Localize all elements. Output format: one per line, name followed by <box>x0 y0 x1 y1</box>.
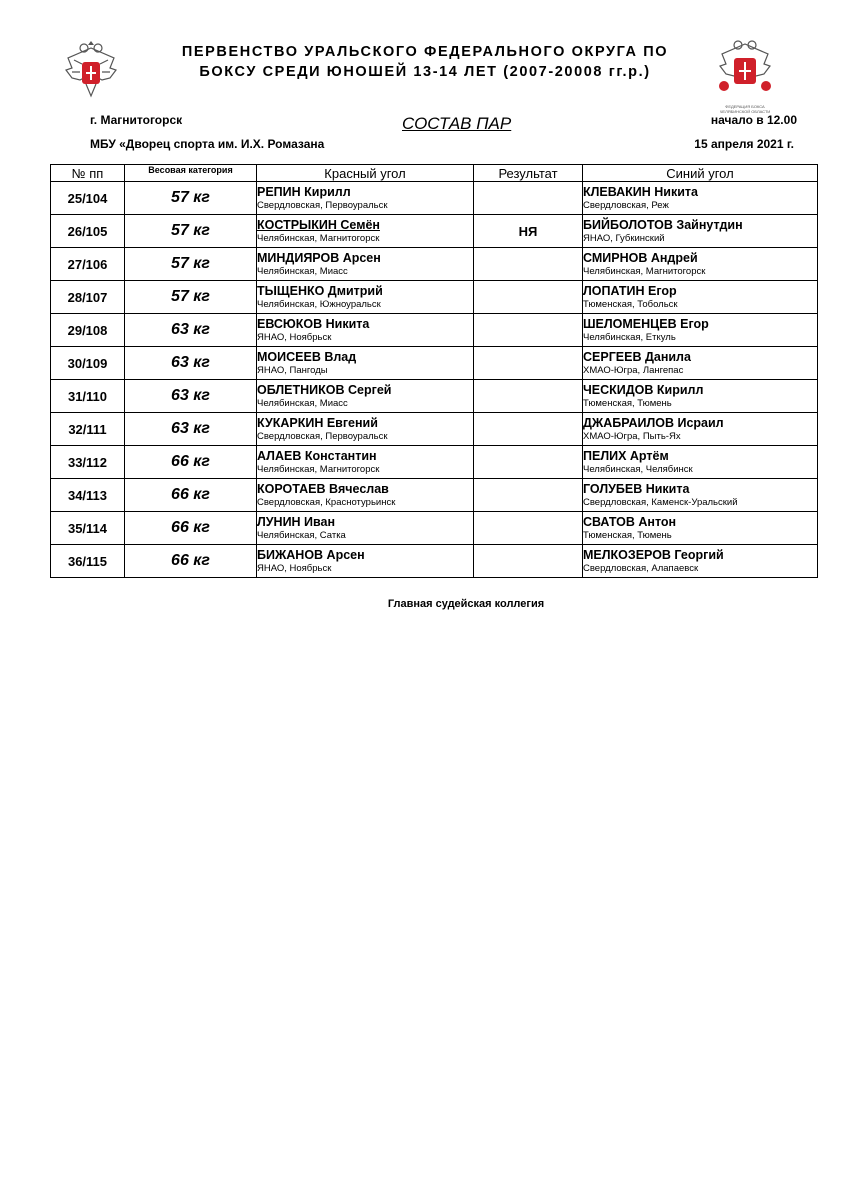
weight-category: 57 кг <box>125 215 257 248</box>
red-boxer-name: МИНДИЯРОВ Арсен <box>257 251 381 265</box>
bout-result <box>474 380 583 413</box>
table-row <box>51 413 818 446</box>
weight-category: 57 кг <box>125 182 257 215</box>
table-header-row <box>51 165 818 182</box>
red-boxer-region: Челябинская, Миасс <box>257 266 348 277</box>
red-boxer-region: Свердловская, Краснотурьинск <box>257 497 396 508</box>
red-corner-cell <box>257 512 474 545</box>
pair-number: 25/104 <box>51 182 125 215</box>
pair-number: 29/108 <box>51 314 125 347</box>
red-boxer-name: ОБЛЕТНИКОВ Сергей <box>257 383 392 397</box>
blue-corner-cell <box>583 215 818 248</box>
red-boxer-region: ЯНАО, Пангоды <box>257 365 328 376</box>
weight-category: 57 кг <box>125 281 257 314</box>
bout-result <box>474 545 583 578</box>
weight-category: 66 кг <box>125 512 257 545</box>
table-row <box>51 479 818 512</box>
logo-caption: ФЕДЕРАЦИЯ БОКСА ЧЕЛЯБИНСКОЙ ОБЛАСТИ <box>719 104 771 114</box>
bout-result <box>474 281 583 314</box>
weight-category: 66 кг <box>125 545 257 578</box>
table-row <box>51 248 818 281</box>
blue-boxer-region: Челябинская, Магнитогорск <box>583 266 706 277</box>
blue-boxer-region: ХМАО-Югра, Пыть-Ях <box>583 431 681 442</box>
red-boxer-name: ЛУНИН Иван <box>257 515 336 529</box>
blue-corner-cell <box>583 413 818 446</box>
blue-boxer-region: Свердловская, Каменск-Уральский <box>583 497 738 508</box>
blue-corner-cell <box>583 446 818 479</box>
blue-boxer-name: МЕЛКОЗЕРОВ Георгий <box>583 548 724 562</box>
bout-result <box>474 413 583 446</box>
pair-number: 28/107 <box>51 281 125 314</box>
red-corner-cell <box>257 314 474 347</box>
table-row <box>51 281 818 314</box>
blue-corner-cell <box>583 347 818 380</box>
bout-result: НЯ <box>474 215 583 248</box>
blue-corner-cell <box>583 380 818 413</box>
red-corner-cell <box>257 479 474 512</box>
red-corner-cell <box>257 281 474 314</box>
pair-number: 35/114 <box>51 512 125 545</box>
bout-result <box>474 347 583 380</box>
blue-corner-cell <box>583 314 818 347</box>
blue-boxer-name: СВАТОВ Антон <box>583 515 677 529</box>
bout-result <box>474 182 583 215</box>
document-title <box>130 42 720 82</box>
red-corner-cell <box>257 347 474 380</box>
red-boxer-region: Челябинская, Миасс <box>257 398 348 409</box>
red-boxer-name: КОРОТАЕВ Вячеслав <box>257 482 389 496</box>
red-boxer-name: МОИСЕЕВ Влад <box>257 350 357 364</box>
col-header-weight: Весовая категория <box>125 165 257 182</box>
weight-category: 63 кг <box>125 314 257 347</box>
col-header-blue: Синий угол <box>583 165 818 182</box>
red-boxer-region: Свердловская, Первоуральск <box>257 431 388 442</box>
table-body <box>51 182 818 578</box>
red-boxer-name: БИЖАНОВ Арсен <box>257 548 365 562</box>
title-line-1: ПЕРВЕНСТВО УРАЛЬСКОГО ФЕДЕРАЛЬНОГО ОКРУГА ПО <box>181 44 669 60</box>
pairs-table <box>50 164 818 578</box>
blue-boxer-name: КЛЕВАКИН Никита <box>583 185 699 199</box>
blue-boxer-name: СМИРНОВ Андрей <box>583 251 698 265</box>
blue-boxer-region: Свердловская, Реж <box>583 200 669 211</box>
venue: МБУ «Дворец спорта им. И.Х. Ромазана <box>90 137 325 151</box>
blue-boxer-region: Свердловская, Алапаевск <box>583 563 699 574</box>
weight-category: 66 кг <box>125 479 257 512</box>
table-row <box>51 314 818 347</box>
table-row <box>51 512 818 545</box>
bout-result <box>474 446 583 479</box>
red-boxer-region: Свердловская, Первоуральск <box>257 200 388 211</box>
red-corner-cell <box>257 446 474 479</box>
pair-number: 31/110 <box>51 380 125 413</box>
red-corner-cell <box>257 182 474 215</box>
blue-boxer-region: Тюменская, Тюмень <box>583 398 672 409</box>
blue-corner-cell <box>583 182 818 215</box>
red-boxer-region: ЯНАО, Ноябрьск <box>257 332 332 343</box>
weight-category: 63 кг <box>125 347 257 380</box>
red-boxer-name: ЕВСЮКОВ Никита <box>257 317 370 331</box>
blue-corner-cell <box>583 281 818 314</box>
pair-number: 36/115 <box>51 545 125 578</box>
weight-category: 66 кг <box>125 446 257 479</box>
blue-boxer-region: Тюменская, Тюмень <box>583 530 672 541</box>
blue-corner-cell <box>583 248 818 281</box>
table-row <box>51 182 818 215</box>
bout-result <box>474 479 583 512</box>
red-corner-cell <box>257 215 474 248</box>
col-header-num: № пп <box>51 165 125 182</box>
blue-boxer-name: ЧЕСКИДОВ Кирилл <box>583 383 704 397</box>
red-boxer-region: Челябинская, Сатка <box>257 530 346 541</box>
city: г. Магнитогорск <box>90 113 183 127</box>
table-row <box>51 446 818 479</box>
pair-number: 33/112 <box>51 446 125 479</box>
red-boxer-region: Челябинская, Южноуральск <box>257 299 381 310</box>
pair-number: 27/106 <box>51 248 125 281</box>
start-time: начало в 12.00 <box>710 113 797 127</box>
weight-category: 63 кг <box>125 413 257 446</box>
blue-boxer-name: ПЕЛИХ Артём <box>583 449 669 463</box>
pair-number: 30/109 <box>51 347 125 380</box>
blue-boxer-region: Тюменская, Тобольск <box>583 299 678 310</box>
red-boxer-name: ТЫЩЕНКО Дмитрий <box>257 284 383 298</box>
blue-boxer-name: ГОЛУБЕВ Никита <box>583 482 690 496</box>
blue-boxer-name: ДЖАБРАИЛОВ Исраил <box>583 416 724 430</box>
eagle-emblem-icon <box>60 38 122 104</box>
bout-result <box>474 314 583 347</box>
pair-number: 26/105 <box>51 215 125 248</box>
col-header-result: Результат <box>474 165 583 182</box>
red-boxer-name: АЛАЕВ Константин <box>257 449 377 463</box>
table-row <box>51 347 818 380</box>
red-boxer-name: КУКАРКИН Евгений <box>257 416 378 430</box>
event-date: 15 апреля 2021 г. <box>694 137 794 151</box>
weight-category: 57 кг <box>125 248 257 281</box>
blue-boxer-name: СЕРГЕЕВ Данила <box>583 350 691 364</box>
blue-corner-cell <box>583 512 818 545</box>
footer-signature: Главная судейская коллегия <box>387 598 545 610</box>
blue-boxer-name: ЛОПАТИН Егор <box>583 284 677 298</box>
red-boxer-name: РЕПИН Кирилл <box>257 185 351 199</box>
blue-boxer-region: ХМАО-Югра, Лангепас <box>583 365 684 376</box>
blue-boxer-name: БИЙБОЛОТОВ Зайнутдин <box>583 218 743 232</box>
bout-result <box>474 248 583 281</box>
red-corner-cell <box>257 380 474 413</box>
table-row <box>51 545 818 578</box>
table-row <box>51 380 818 413</box>
pair-number: 32/111 <box>51 413 125 446</box>
title-line-2: БОКСУ СРЕДИ ЮНОШЕЙ 13-14 ЛЕТ (2007-20008 гг.р.) <box>199 64 651 80</box>
weight-category: 63 кг <box>125 380 257 413</box>
table-row <box>51 215 818 248</box>
red-corner-cell <box>257 545 474 578</box>
blue-corner-cell <box>583 545 818 578</box>
red-boxer-region: Челябинская, Магнитогорск <box>257 233 380 244</box>
red-boxer-region: Челябинская, Магнитогорск <box>257 464 380 475</box>
blue-boxer-region: Челябинская, Еткуль <box>583 332 676 343</box>
pair-number: 34/113 <box>51 479 125 512</box>
red-boxer-name: КОСТРЫКИН Семён <box>257 218 380 232</box>
blue-boxer-name: ШЕЛОМЕНЦЕВ Егор <box>583 317 709 331</box>
chelyabinsk-boxing-federation-logo-icon <box>714 36 776 114</box>
blue-corner-cell <box>583 479 818 512</box>
red-corner-cell <box>257 413 474 446</box>
blue-boxer-region: Челябинская, Челябинск <box>583 464 693 475</box>
blue-boxer-region: ЯНАО, Губкинский <box>583 233 665 244</box>
col-header-red: Красный угол <box>257 165 474 182</box>
red-corner-cell <box>257 248 474 281</box>
page-heading: СОСТАВ ПАР <box>402 114 512 133</box>
bout-result <box>474 512 583 545</box>
red-boxer-region: ЯНАО, Ноябрьск <box>257 563 332 574</box>
